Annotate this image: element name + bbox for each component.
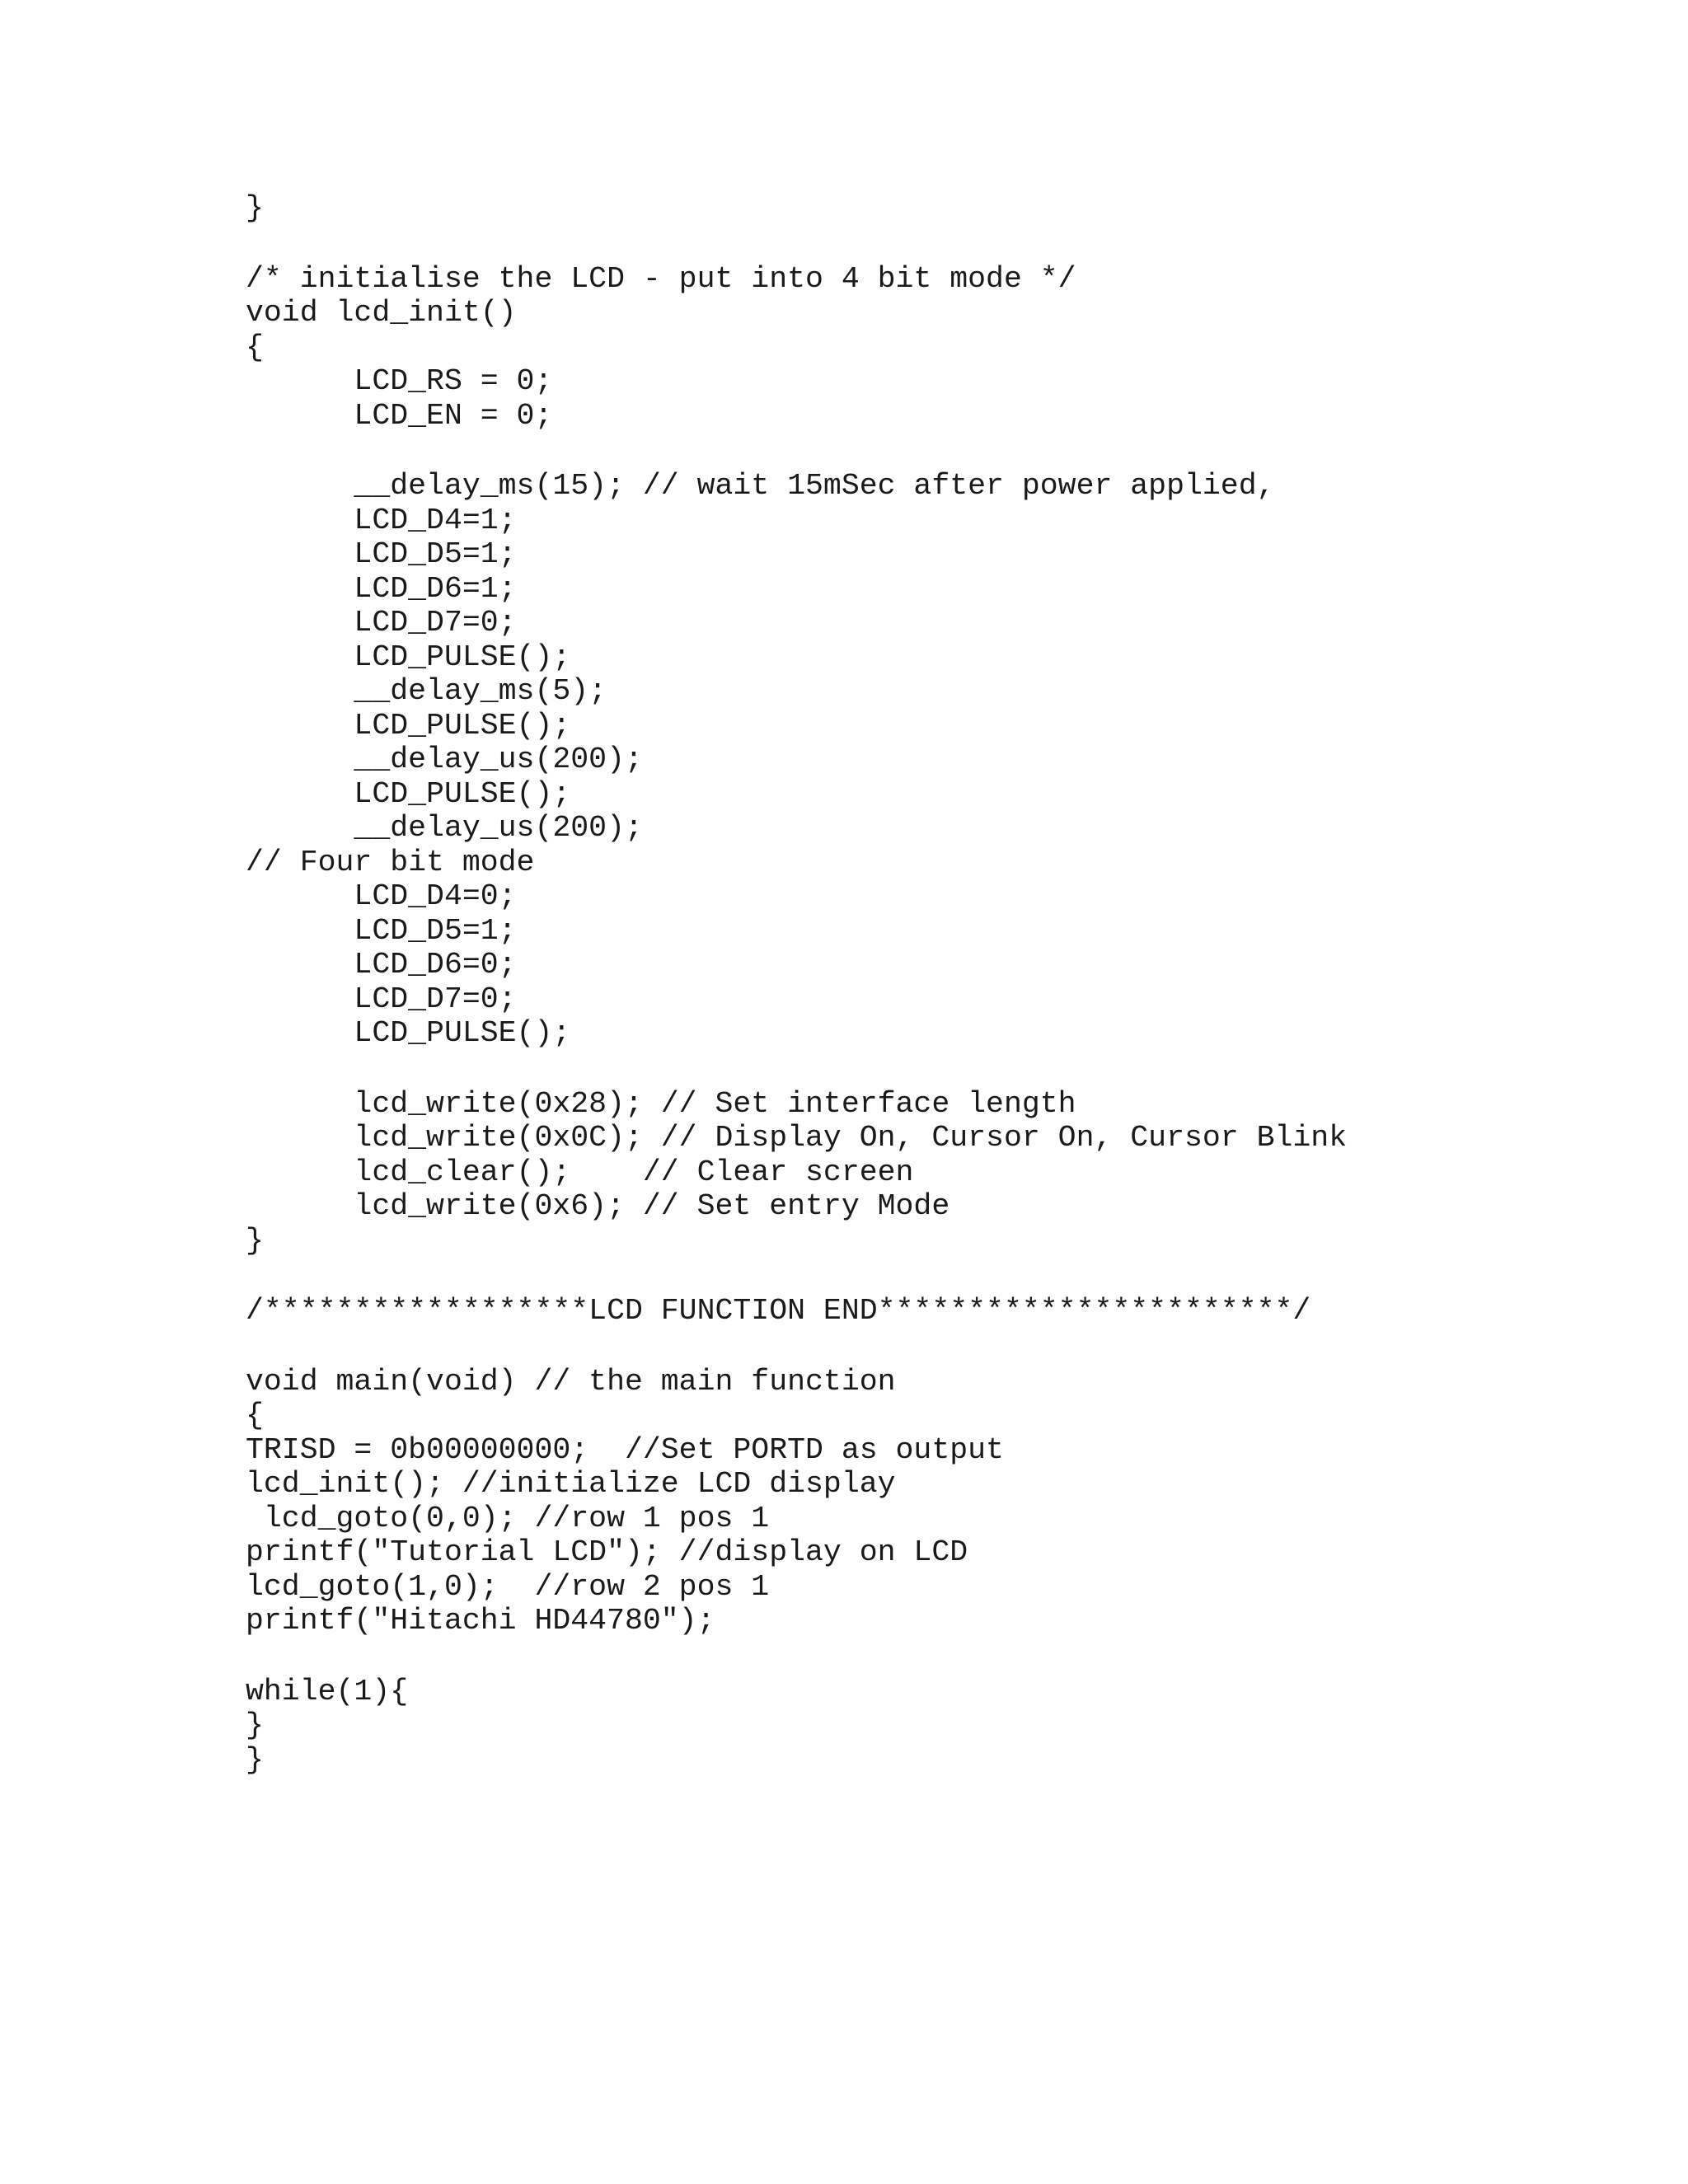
code-line: LCD_D4=1; — [246, 503, 517, 537]
code-line — [246, 433, 1347, 469]
code-line: __delay_ms(15); // wait 15mSec after power applied, — [246, 469, 1275, 503]
code-line: void lcd_init() — [246, 296, 517, 330]
code-line: __delay_ms(5); — [246, 674, 607, 708]
code-line: lcd_init(); //initialize LCD display — [246, 1467, 896, 1501]
code-line: LCD_D7=0; — [246, 982, 517, 1016]
code-listing — [246, 191, 1347, 1777]
code-line: } — [246, 191, 264, 225]
code-line: LCD_PULSE(); — [246, 776, 571, 811]
code-line: { — [246, 1399, 264, 1432]
code-line: lcd_write(0x0C); // Display On, Cursor On, Cursor Blink — [246, 1121, 1348, 1155]
code-line: LCD_PULSE(); — [246, 1016, 571, 1050]
code-line: while(1){ — [246, 1674, 409, 1708]
code-line: LCD_PULSE(); — [246, 708, 571, 743]
code-line: } — [246, 1708, 264, 1742]
code-line: LCD_D6=1; — [246, 571, 517, 606]
code-line: printf("Hitachi HD44780"); — [246, 1604, 715, 1638]
code-line: LCD_PULSE(); — [246, 640, 571, 674]
code-line: LCD_D5=1; — [246, 913, 517, 948]
code-line: } — [246, 1223, 264, 1258]
code-line: lcd_write(0x6); // Set entry Mode — [246, 1189, 950, 1223]
code-line: LCD_D7=0; — [246, 606, 517, 640]
code-line: { — [246, 330, 264, 364]
code-line: LCD_D4=0; — [246, 879, 517, 913]
code-line: __delay_us(200); — [246, 743, 643, 776]
code-line: LCD_RS = 0; — [246, 364, 553, 398]
code-line: lcd_goto(0,0); //row 1 pos 1 — [246, 1501, 770, 1535]
code-line: // Four bit mode — [246, 845, 535, 879]
code-line: LCD_EN = 0; — [246, 398, 553, 433]
code-line — [246, 1638, 1347, 1675]
code-line: void main(void) // the main function — [246, 1364, 896, 1399]
code-line: LCD_D6=0; — [246, 948, 517, 982]
code-line: } — [246, 1742, 264, 1777]
code-line — [246, 226, 1347, 262]
code-line — [246, 1051, 1347, 1087]
code-line: printf("Tutorial LCD"); //display on LCD — [246, 1535, 968, 1569]
code-line: __delay_us(200); — [246, 811, 643, 845]
code-line: /* initialise the LCD - put into 4 bit mode */ — [246, 261, 1076, 296]
code-line: lcd_goto(1,0); //row 2 pos 1 — [246, 1569, 770, 1604]
code-line: lcd_write(0x28); // Set interface length — [246, 1086, 1076, 1121]
code-line: lcd_clear(); // Clear screen — [246, 1155, 914, 1189]
code-line — [246, 1329, 1347, 1365]
code-line: TRISD = 0b00000000; //Set PORTD as output — [246, 1432, 1004, 1467]
code-line: /******************LCD FUNCTION END***********************/ — [246, 1294, 1311, 1328]
code-line — [246, 1258, 1347, 1294]
code-line: LCD_D5=1; — [246, 537, 517, 571]
